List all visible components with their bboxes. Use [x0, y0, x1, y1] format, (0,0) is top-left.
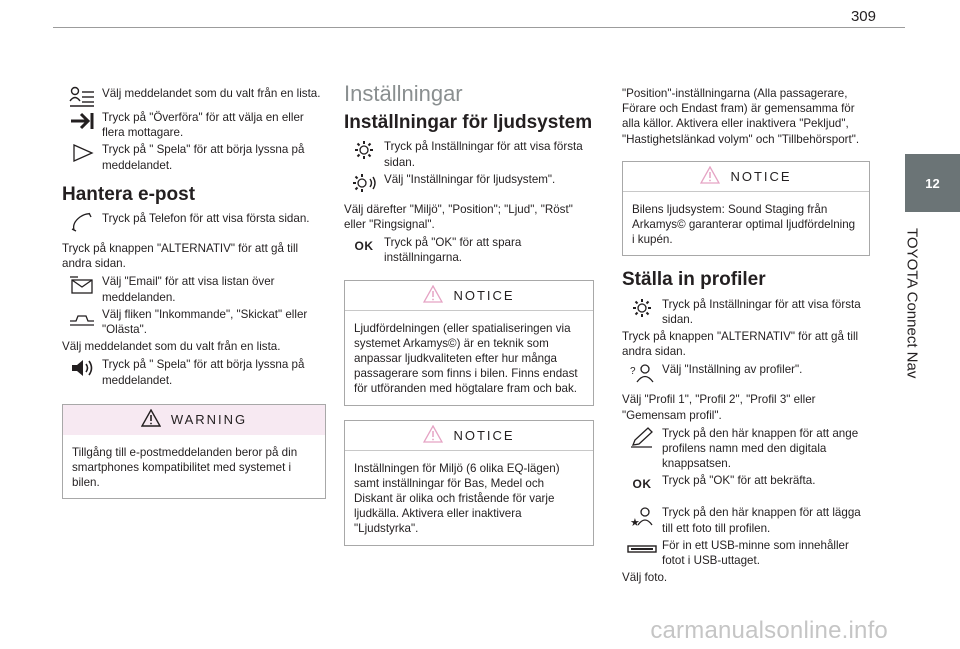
column-3 — [622, 86, 870, 588]
paragraph: Välj meddelandet som du valt från en lista. — [62, 340, 281, 354]
paragraph: Tryck på knappen "ALTERNATIV" för att gå till andra sidan. — [62, 242, 299, 271]
email-step-telefon — [62, 211, 326, 233]
step-text: Tryck på den här knappen för att ange profilens namn med den digitala knappsatsen. — [662, 426, 859, 471]
notice-title: NOTICE — [453, 287, 515, 303]
notice-icon — [423, 285, 443, 306]
warning-box — [62, 404, 326, 500]
notice-box-2 — [344, 420, 594, 546]
gear-icon — [344, 139, 384, 161]
email-step-email — [62, 274, 326, 304]
svg-text:★: ★ — [630, 516, 640, 528]
step-text: Tryck på den här knappen för att lägga till ett foto till profilen. — [662, 506, 861, 535]
notice-box-1 — [344, 280, 594, 406]
profile-step-settings — [622, 297, 870, 327]
paragraph: "Position"-inställningarna (Alla passagerare, Förare och Endast fram) är gemensamma för alla källor. Aktivera eller inaktivera "Pekljud", "Hastighetslänkad volym" och "Tillbehörsport". — [622, 87, 860, 146]
notice-box-3 — [622, 161, 870, 257]
arrow-right-icon — [62, 110, 102, 132]
column-1 — [62, 86, 326, 513]
step-text: Tryck på " Spela" för att börja lyssna på meddelandet. — [102, 358, 305, 387]
notice-text: Bilens ljudsystem: Sound Staging från Arkamys© garanterar optimal ljudfördelning i kupén. — [632, 202, 856, 247]
notice-header — [345, 281, 593, 311]
warning-text: Tillgång till e-postmeddelanden beror på din smartphones kompatibilitet med systemet i bilen. — [72, 445, 298, 490]
step-text: Tryck på Inställningar för att visa första sidan. — [662, 297, 861, 326]
sound-step-settings — [344, 139, 594, 169]
profile-step-photo — [622, 505, 870, 535]
notice-title: NOTICE — [730, 168, 792, 184]
profile-step-name — [622, 426, 870, 472]
notice-header — [345, 421, 593, 451]
profile-step-usb — [622, 538, 870, 568]
step-text: Välj fliken "Inkommande", "Skickat" eller "Olästa". — [102, 307, 308, 337]
notice-icon — [423, 425, 443, 446]
step-text: Tryck på "OK" för att bekräfta. — [662, 474, 816, 488]
paragraph: Tryck på knappen "ALTERNATIV" för att gå till andra sidan. — [622, 330, 859, 359]
ok-icon: OK — [632, 476, 652, 491]
step-text: För in ett USB-minne som innehåller fotot i USB-uttaget. — [662, 538, 849, 568]
step-text: Tryck på Telefon för att visa första sidan. — [102, 212, 310, 226]
sound-step-select — [344, 172, 594, 194]
watermark: carmanualsonline.info — [650, 617, 888, 644]
column-2 — [344, 81, 594, 560]
svg-text:?: ? — [630, 366, 636, 378]
step-text: Välj "Inställningar för ljudsystem". — [384, 172, 556, 186]
step-text: Välj meddelandet som du valt från en lista. — [102, 87, 321, 100]
step-text: Tryck på "Överföra" för att välja en eller flera mottagare. — [102, 111, 304, 140]
step-transfer — [62, 110, 326, 140]
page-number: 309 — [850, 8, 876, 25]
chapter-title: TOYOTA Connect Nav — [903, 228, 920, 379]
notice-text: Inställningen för Miljö (6 olika EQ-lägen) samt inställningar för Bas, Medel och Diskant är olika och fristående för varje ljudkälla. Aktivera eller inaktivera "Ljudstyrka". — [354, 461, 560, 536]
gear-icon — [622, 297, 662, 319]
profile-step-select — [622, 362, 870, 384]
email-heading: Hantera e-post — [62, 183, 196, 205]
add-photo-icon — [622, 505, 662, 527]
warning-title: WARNING — [170, 412, 248, 428]
step-text: Tryck på "OK" för att spara inställningarna. — [384, 236, 522, 265]
usb-port-icon — [622, 538, 662, 560]
notice-title: NOTICE — [453, 427, 515, 443]
phone-icon — [62, 211, 102, 233]
email-step-tabs — [62, 307, 326, 337]
step-play — [62, 142, 326, 172]
step-text: Välj "Inställning av profiler". — [662, 363, 803, 377]
header-rule — [53, 27, 905, 28]
envelope-icon — [62, 274, 102, 296]
paragraph: Välj foto. — [622, 571, 668, 585]
step-select-message — [62, 86, 326, 108]
tab-icon — [62, 307, 102, 329]
pencil-icon — [622, 426, 662, 448]
warning-header — [63, 405, 325, 435]
step-text: Tryck på " Spela" för att börja lyssna på meddelandet. — [102, 143, 305, 172]
profile-icon — [622, 362, 662, 384]
notice-text: Ljudfördelningen (eller spatialiseringen via systemet Arkamys©) är en teknik som anpassar ljudkvaliteten efter hur många passagerare som finns i bilen. Finns endast för utföranden med högtalare fram och bak. — [354, 321, 578, 396]
play-icon — [62, 142, 102, 164]
profile-heading: Ställa in profiler — [622, 269, 766, 291]
paragraph: Välj därefter "Miljö", "Position"; "Ljud", "Röst" eller "Ringsignal". — [344, 202, 573, 232]
list-icon — [62, 86, 102, 108]
step-text: Välj "Email" för att visa listan över meddelanden. — [102, 275, 275, 304]
profile-step-ok — [622, 473, 870, 495]
sound-step-ok — [344, 235, 594, 265]
paragraph: Välj "Profil 1", "Profil 2", "Profil 3" eller "Gemensam profil". — [622, 393, 816, 422]
notice-header — [623, 162, 869, 192]
notice-icon — [700, 166, 720, 187]
settings-heading: Inställningar — [344, 81, 463, 106]
warning-icon — [141, 409, 161, 430]
sound-heading: Inställningar för ljudsystem — [344, 112, 593, 134]
chapter-tab: 12 — [905, 154, 960, 212]
email-step-play — [62, 357, 326, 387]
speaker-icon — [62, 357, 102, 379]
ok-icon: OK — [354, 238, 374, 253]
gear-sound-icon — [344, 172, 384, 194]
step-text: Tryck på Inställningar för att visa första sidan. — [384, 140, 583, 169]
